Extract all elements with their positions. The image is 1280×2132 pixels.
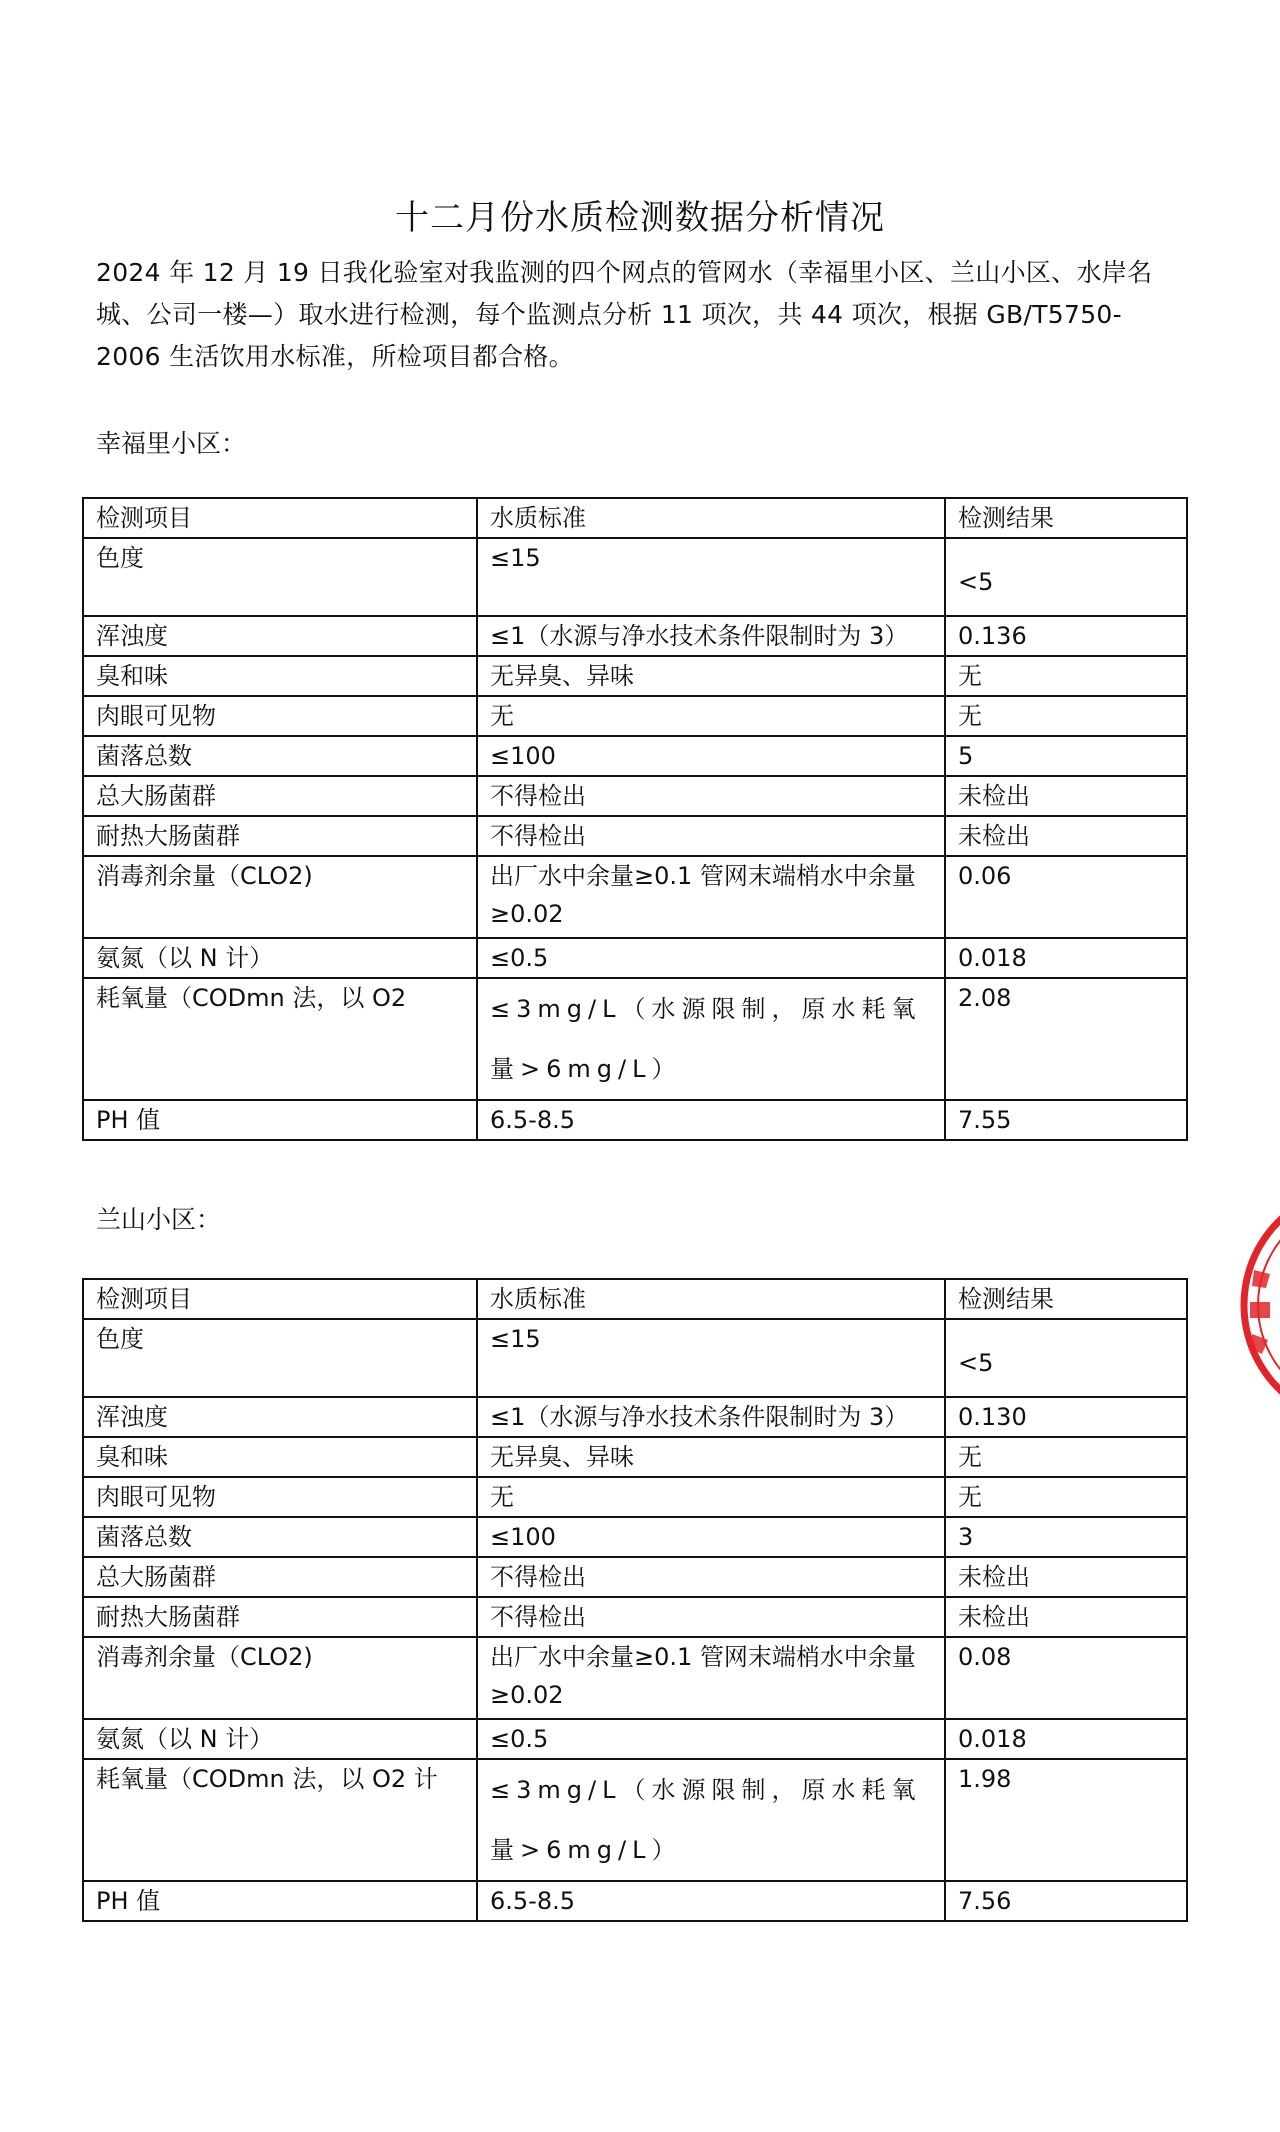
table-row bbox=[83, 736, 1187, 776]
table-row bbox=[83, 1881, 1187, 1921]
cell-result: 5 bbox=[945, 736, 1187, 776]
cell-standard: 不得检出 bbox=[477, 1597, 945, 1637]
cell-result: 0.018 bbox=[945, 1719, 1187, 1759]
intro-paragraph: 2024 年 12 月 19 日我化验室对我监测的四个网点的管网水（幸福里小区、兰山小区、水岸名城、公司一楼—）取水进行检测，每个监测点分析 11 项次，共 44 项次，根据 GB/T5750-2006 生活饮用水标准，所检项目都合格。 bbox=[96, 258, 1153, 371]
header-result: 检测结果 bbox=[945, 1279, 1187, 1319]
cell-result: 无 bbox=[945, 1437, 1187, 1477]
document-title: 十二月份水质检测数据分析情况 bbox=[395, 198, 885, 238]
cell-standard: 出厂水中余量≥0.1 管网末端梢水中余量≥0.02 bbox=[477, 856, 945, 938]
cell-standard: ≤100 bbox=[477, 1517, 945, 1557]
cell-standard: 无 bbox=[477, 1477, 945, 1517]
table-row bbox=[83, 696, 1187, 736]
cell-standard: ≤100 bbox=[477, 736, 945, 776]
results-table-xingfuli bbox=[82, 497, 1188, 1141]
cell-item: 耐热大肠菌群 bbox=[83, 1597, 477, 1637]
table-row bbox=[83, 1100, 1187, 1140]
cell-standard: 出厂水中余量≥0.1 管网末端梢水中余量≥0.02 bbox=[477, 1637, 945, 1719]
cell-standard: 6.5-8.5 bbox=[477, 1881, 945, 1921]
cell-item: 菌落总数 bbox=[83, 1517, 477, 1557]
table-row bbox=[83, 1477, 1187, 1517]
table-row bbox=[83, 656, 1187, 696]
cell-item: 臭和味 bbox=[83, 1437, 477, 1477]
cell-item: 氨氮（以 N 计） bbox=[83, 938, 477, 978]
cell-standard: ≤15 bbox=[477, 538, 945, 616]
cell-standard: 不得检出 bbox=[477, 816, 945, 856]
cell-standard: ≤0.5 bbox=[477, 1719, 945, 1759]
table-row bbox=[83, 1437, 1187, 1477]
cell-item: 肉眼可见物 bbox=[83, 1477, 477, 1517]
cell-standard: 不得检出 bbox=[477, 776, 945, 816]
cell-result: 无 bbox=[945, 656, 1187, 696]
cell-item: 色度 bbox=[83, 538, 477, 616]
cell-standard: 6.5-8.5 bbox=[477, 1100, 945, 1140]
cell-result: <5 bbox=[945, 1319, 1187, 1397]
cell-item: 消毒剂余量（CLO2) bbox=[83, 856, 477, 938]
table-row bbox=[83, 1759, 1187, 1881]
section-label-lanshan: 兰山小区： bbox=[96, 1205, 222, 1234]
cell-result: 1.98 bbox=[945, 1759, 1187, 1881]
cell-item: 总大肠菌群 bbox=[83, 1557, 477, 1597]
cell-result: 0.08 bbox=[945, 1637, 1187, 1719]
cell-result: 未检出 bbox=[945, 776, 1187, 816]
cell-result: 无 bbox=[945, 1477, 1187, 1517]
table-row bbox=[83, 1637, 1187, 1719]
cell-item: 氨氮（以 N 计） bbox=[83, 1719, 477, 1759]
cell-item: 浑浊度 bbox=[83, 616, 477, 656]
cell-item: 菌落总数 bbox=[83, 736, 477, 776]
header-standard: 水质标准 bbox=[477, 1279, 945, 1319]
cell-item: 臭和味 bbox=[83, 656, 477, 696]
table-row bbox=[83, 856, 1187, 938]
table-header-row bbox=[83, 1279, 1187, 1319]
cell-item: 耐热大肠菌群 bbox=[83, 816, 477, 856]
cell-item: 耗氧量（CODmn 法，以 O2 计 bbox=[83, 1759, 477, 1881]
table-row bbox=[83, 1597, 1187, 1637]
cell-standard: 不得检出 bbox=[477, 1557, 945, 1597]
cell-result: 未检出 bbox=[945, 816, 1187, 856]
cell-standard: 无异臭、异味 bbox=[477, 656, 945, 696]
cell-result: 2.08 bbox=[945, 978, 1187, 1100]
cell-result: 7.56 bbox=[945, 1881, 1187, 1921]
cell-standard: ≤3mg/L（水源限制，原水耗氧量>6mg/L） bbox=[477, 978, 945, 1100]
header-item: 检测项目 bbox=[83, 1279, 477, 1319]
table-row bbox=[83, 816, 1187, 856]
table-row bbox=[83, 538, 1187, 616]
table-row bbox=[83, 978, 1187, 1100]
cell-item: 肉眼可见物 bbox=[83, 696, 477, 736]
cell-result: 未检出 bbox=[945, 1557, 1187, 1597]
cell-item: 浑浊度 bbox=[83, 1397, 477, 1437]
cell-item: 消毒剂余量（CLO2) bbox=[83, 1637, 477, 1719]
cell-result: 0.136 bbox=[945, 616, 1187, 656]
results-table-lanshan bbox=[82, 1278, 1188, 1922]
cell-item: 色度 bbox=[83, 1319, 477, 1397]
header-item: 检测项目 bbox=[83, 498, 477, 538]
cell-standard: ≤1（水源与净水技术条件限制时为 3） bbox=[477, 1397, 945, 1437]
table-row bbox=[83, 1719, 1187, 1759]
table-row bbox=[83, 1557, 1187, 1597]
table-row bbox=[83, 938, 1187, 978]
header-result: 检测结果 bbox=[945, 498, 1187, 538]
section-label-xingfuli: 幸福里小区： bbox=[96, 429, 247, 458]
table-row bbox=[83, 1397, 1187, 1437]
cell-standard: ≤3mg/L（水源限制，原水耗氧量>6mg/L） bbox=[477, 1759, 945, 1881]
table-row bbox=[83, 1517, 1187, 1557]
header-standard: 水质标准 bbox=[477, 498, 945, 538]
cell-item: PH 值 bbox=[83, 1881, 477, 1921]
cell-result: 0.06 bbox=[945, 856, 1187, 938]
cell-standard: ≤0.5 bbox=[477, 938, 945, 978]
cell-standard: ≤15 bbox=[477, 1319, 945, 1397]
cell-result: 无 bbox=[945, 696, 1187, 736]
cell-result: 未检出 bbox=[945, 1597, 1187, 1637]
table-row bbox=[83, 1319, 1187, 1397]
table-header-row bbox=[83, 498, 1187, 538]
cell-result: 7.55 bbox=[945, 1100, 1187, 1140]
cell-item: 总大肠菌群 bbox=[83, 776, 477, 816]
cell-standard: ≤1（水源与净水技术条件限制时为 3） bbox=[477, 616, 945, 656]
table-row bbox=[83, 776, 1187, 816]
cell-result: 0.130 bbox=[945, 1397, 1187, 1437]
cell-result: 0.018 bbox=[945, 938, 1187, 978]
cell-result: 3 bbox=[945, 1517, 1187, 1557]
table-row bbox=[83, 616, 1187, 656]
cell-result: <5 bbox=[945, 538, 1187, 616]
cell-item: 耗氧量（CODmn 法，以 O2 bbox=[83, 978, 477, 1100]
cell-standard: 无 bbox=[477, 696, 945, 736]
red-seal-stamp bbox=[1232, 1210, 1280, 1400]
cell-item: PH 值 bbox=[83, 1100, 477, 1140]
cell-standard: 无异臭、异味 bbox=[477, 1437, 945, 1477]
